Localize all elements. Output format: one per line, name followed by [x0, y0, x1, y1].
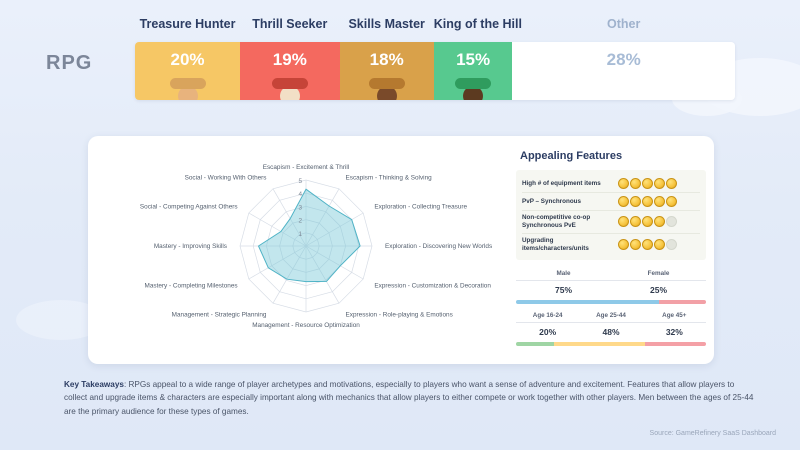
- age-values: [516, 323, 706, 342]
- gender-values: [516, 281, 706, 300]
- age-value-1: 48%: [602, 327, 620, 338]
- radar-axis-label-3: Exploration - Discovering New Worlds: [385, 243, 493, 250]
- radar-axis-label-7: Management - Strategic Planning: [171, 311, 267, 319]
- radar-tick-label-3: 4: [298, 191, 302, 199]
- feature-name: Upgrading items/characters/units: [522, 236, 589, 252]
- coin-icon: [618, 178, 629, 189]
- coin-icon: [654, 239, 665, 250]
- age-header-2: Age 45+: [643, 312, 706, 323]
- radar-axis-label-8: Mastery - Completing Milestones: [144, 282, 238, 290]
- gender-value-0: 75%: [554, 285, 572, 296]
- coin-icon: [654, 216, 665, 227]
- feature-row: [522, 234, 700, 256]
- archetype-bar-chart: [135, 12, 735, 122]
- archetype-value-0: 20%: [170, 50, 205, 69]
- feature-name: Non-competitive co-op Synchronous PvE: [522, 214, 591, 229]
- archetype-value-2: 18%: [369, 50, 404, 69]
- feature-rating: [618, 196, 677, 207]
- gender-bar: [516, 300, 706, 304]
- radar-axis-label-1: Escapism - Thinking & Solving: [345, 174, 432, 182]
- gender-header-0: Male: [516, 270, 611, 281]
- gender-bar-segment-1: [659, 300, 707, 304]
- archetype-value-3: 15%: [456, 50, 491, 69]
- age-headers: [516, 312, 706, 323]
- archetype-character-icon-1: [258, 72, 322, 100]
- archetype-value-1: 19%: [272, 50, 307, 69]
- coin-icon: [618, 196, 629, 207]
- radar-axis-label-11: Social - Working With Others: [184, 174, 267, 182]
- gender-bar-segment-0: [516, 300, 659, 304]
- radar-axis-label-9: Mastery - Improving Skills: [153, 243, 227, 250]
- coin-icon: [666, 178, 677, 189]
- feature-rating: [618, 178, 677, 189]
- gender-breakdown: [516, 270, 706, 304]
- age-bar-segment-1: [554, 342, 645, 346]
- age-header-1: Age 25-44: [579, 312, 642, 323]
- archetype-character-icon-0: [156, 72, 220, 100]
- archetype-label-1: Thrill Seeker: [252, 17, 328, 31]
- radar-tick-label-4: 5: [298, 178, 302, 185]
- archetype-labels: [135, 12, 735, 40]
- age-breakdown: [516, 312, 706, 346]
- archetype-bar-3: [434, 42, 513, 100]
- coin-icon: [642, 239, 653, 250]
- archetype-label-0: Treasure Hunter: [139, 17, 236, 31]
- motivations-radar-chart: [96, 142, 516, 358]
- feature-rating: [618, 239, 677, 250]
- age-bar-segment-0: [516, 342, 554, 346]
- coin-icon: [630, 178, 641, 189]
- feature-name: PvP – Synchronous: [522, 197, 582, 205]
- radar-axis-label-2: Exploration - Collecting Treasure: [374, 203, 468, 211]
- coin-icon: [666, 196, 677, 207]
- coin-icon: [642, 216, 653, 227]
- coin-icon: [642, 178, 653, 189]
- feature-rating: [618, 216, 677, 227]
- coin-icon: [618, 216, 629, 227]
- archetype-character-icon-2: [355, 72, 419, 100]
- age-value-0: 20%: [539, 327, 557, 338]
- archetype-value-4: 28%: [606, 50, 641, 69]
- coin-icon: [630, 239, 641, 250]
- age-bar-segment-2: [645, 342, 706, 346]
- coin-icon: [654, 178, 665, 189]
- coin-icon: [642, 196, 653, 207]
- source-note: Source: GameRefinery SaaS Dashboard: [649, 430, 776, 437]
- feature-row: [522, 175, 700, 193]
- archetype-bar-4: [512, 42, 735, 100]
- radar-tick-label-2: 3: [298, 204, 302, 212]
- feature-row: [522, 211, 700, 234]
- radar-axis-label-10: Social - Competing Against Others: [139, 203, 238, 211]
- features-title: Appealing Features: [520, 150, 623, 162]
- features-table: [516, 170, 706, 260]
- radar-axis-label-4: Expression - Customization & Decoration: [374, 282, 491, 290]
- archetype-bar-0: [135, 42, 240, 100]
- archetype-label-3: King of the Hill: [433, 17, 522, 31]
- feature-row: [522, 193, 700, 211]
- age-header-0: Age 16-24: [516, 312, 579, 323]
- archetype-label-2: Skills Master: [348, 17, 425, 31]
- key-takeaways: [64, 378, 754, 418]
- radar-axis-label-6: Management - Resource Optimization: [252, 322, 360, 329]
- genre-title: RPG: [46, 52, 93, 74]
- features-panel: [516, 144, 706, 358]
- archetype-character-icon-3: [441, 72, 505, 100]
- coin-icon: [666, 216, 677, 227]
- archetype-bar-1: [240, 42, 340, 100]
- coin-icon: [618, 239, 629, 250]
- main-card: [88, 136, 714, 364]
- gender-headers: [516, 270, 706, 281]
- gender-header-1: Female: [611, 270, 706, 281]
- coin-icon: [666, 239, 677, 250]
- feature-name: High # of equipment items: [522, 179, 601, 187]
- coin-icon: [630, 196, 641, 207]
- age-bar: [516, 342, 706, 346]
- key-takeaways-text: : RPGs appeal to a wide range of player archetypes and motivations, especially to players who want a sense of adventure and excitement. Features that allow players to collect and upgrade items & characters are especially important along with mechanics that allow players to either compete or work together with other players. Men between the ages of 25-44 are the primary audience for these types of games.: [64, 380, 754, 416]
- radar-tick-label-0: 1: [298, 230, 302, 238]
- archetype-bar-2: [340, 42, 434, 100]
- gender-value-1: 25%: [649, 285, 667, 296]
- archetype-label-4: Other: [607, 17, 641, 31]
- radar-axis-label-0: Escapism - Excitement & Thrill: [262, 164, 350, 171]
- radar-series-polygon: [259, 189, 361, 281]
- coin-icon: [654, 196, 665, 207]
- radar-tick-label-1: 2: [298, 217, 302, 225]
- age-value-2: 32%: [665, 327, 683, 338]
- coin-icon: [630, 216, 641, 227]
- radar-axis-label-5: Expression - Role-playing & Emotions: [345, 311, 453, 319]
- key-takeaways-label: Key Takeaways: [64, 380, 124, 389]
- archetype-bars: [135, 42, 735, 100]
